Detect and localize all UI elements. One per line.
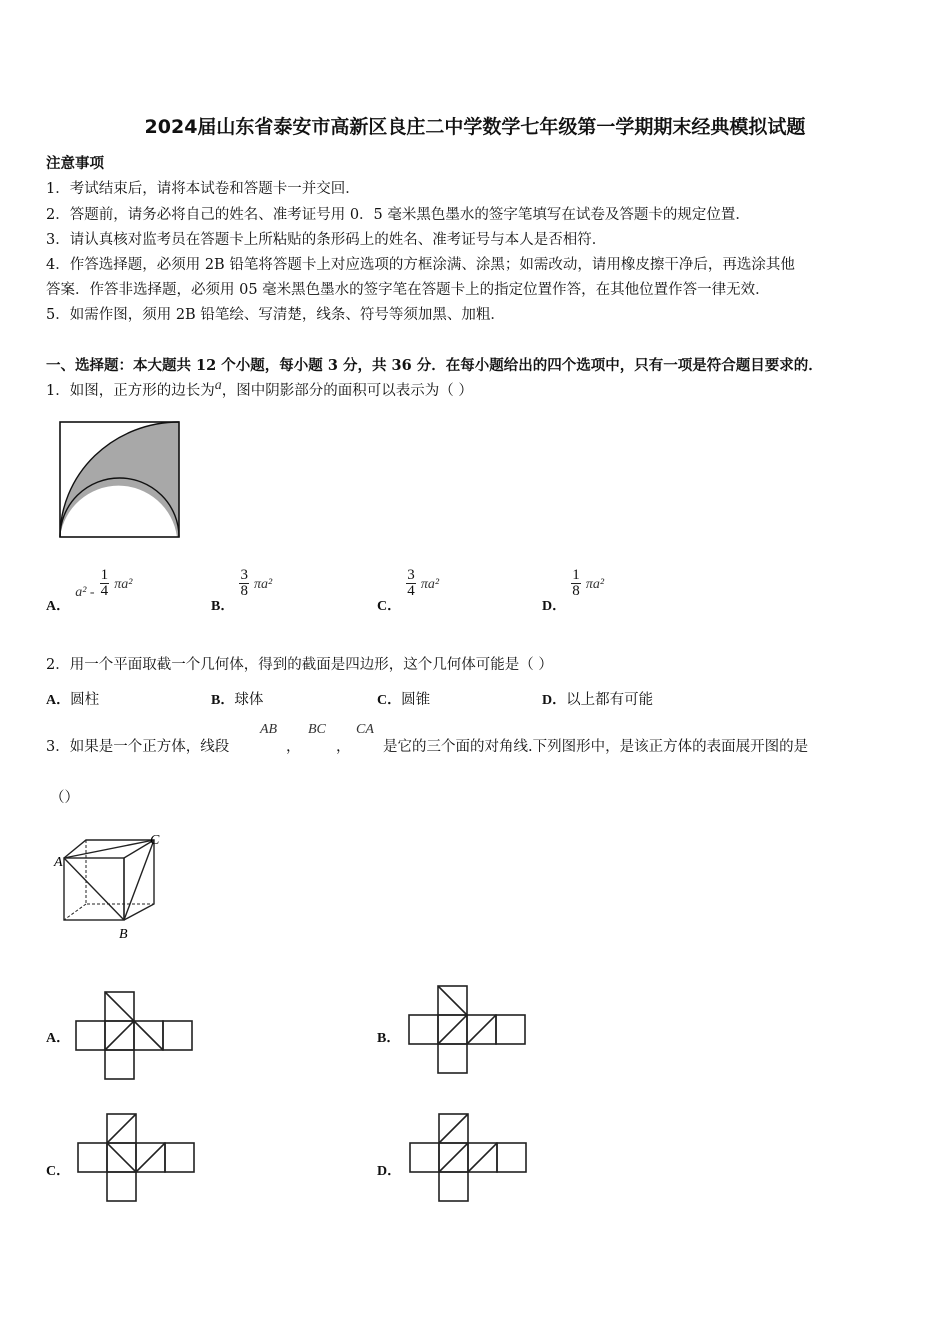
notice-item: 4．作答选择题，必须用 2B 铅笔将答题卡上对应选项的方框涂满、涂黑；如需改动，请用橡皮擦干净后，再选涂其他 [46,257,795,273]
q1-square-figure [58,420,182,540]
option-label: B． [211,599,235,614]
q3-cube-figure [46,828,176,946]
option-label: D． [542,599,567,614]
q3-option-a-net[interactable] [74,988,196,1084]
option-label: A． [46,599,71,614]
option-fraction: $\frac{3}{4}$ [407,567,415,599]
q3-option-b-net[interactable] [407,982,529,1078]
segment-bc: BC [308,722,326,737]
q1-option-a[interactable] [46,567,133,614]
q3-comma: ， [286,739,301,755]
segment-ca: CA [356,722,374,737]
q3-option-b-label[interactable]: B． [377,1031,401,1046]
page-title: 2024届山东省泰安市高新区良庄二中学数学七年级第一学期期末经典模拟试题 [144,116,806,138]
q2-option-b[interactable]: B．球体 [211,692,264,708]
option-post: πa² [114,577,133,592]
q3-option-c-net[interactable] [76,1110,198,1206]
segment-ab: AB [260,722,278,737]
q1-prefix: 1．如图，正方形的边长为 [46,382,215,399]
q3-option-d-label[interactable]: D． [377,1164,402,1179]
q1-option-c[interactable] [377,567,440,614]
q3-option-c-label[interactable]: C． [46,1164,71,1179]
q2-option-c[interactable]: C．圆锥 [377,692,431,708]
q3-paren: （） [50,790,79,806]
svg-text:A: A [54,855,63,870]
option-post: πa² [254,577,273,592]
notice-item: 3．请认真核对监考员在答题卡上所粘贴的条形码上的姓名、准考证号与本人是否相符． [46,232,607,248]
question-2-stem: 2．用一个平面取截一个几何体，得到的截面是四边形，这个几何体可能是（ ） [46,657,553,673]
option-fraction: $\frac{1}{4}$ [100,567,109,599]
q1-suffix: ，图中阴影部分的面积可以表示为（ ） [221,382,473,399]
q3-comma: ， [336,739,351,755]
notice-item: 5．如需作图，须用 2B 铅笔绘、写清楚，线条、符号等须加黑、加粗． [46,307,505,323]
question-3-stem-suffix: 是它的三个面的对角线.下列图形中，是该正方体的表面展开图的是 [383,739,809,755]
question-3-stem-prefix: 3．如果是一个正方体，线段 [46,739,230,755]
q3-option-a-label[interactable]: A． [46,1031,71,1046]
notice-item: 答案．作答非选择题，必须用 05 毫米黑色墨水的签字笔在答题卡上的指定位置作答，在其他位置作答一律无效． [46,282,770,298]
option-fraction: $\frac{3}{8}$ [240,567,248,599]
q1-option-d[interactable] [542,567,605,614]
option-post: πa² [420,577,440,592]
question-1-stem [46,378,473,400]
notice-item: 2．答题前，请务必将自己的姓名、准考证号用 0．5 毫米黑色墨水的签字笔填写在试卷及答题卡的规定位置． [46,207,750,223]
q2-option-a[interactable]: A．圆柱 [46,692,100,708]
svg-text:C: C [150,833,160,848]
option-fraction: $\frac{1}{8}$ [572,567,580,599]
q3-option-d-net[interactable] [408,1110,530,1206]
q1-var: a [214,378,222,393]
section-heading: 一、选择题：本大题共 12 个小题，每小题 3 分，共 36 分．在每小题给出的四个选项中，只有一项是符合题目要求的． [46,357,823,374]
option-post: πa² [585,577,605,592]
option-pre: a² - [75,585,95,600]
svg-text:B: B [119,927,128,942]
q2-option-d[interactable]: D．以上都有可能 [542,692,654,708]
q1-option-b[interactable] [211,567,273,614]
notice-heading: 注意事项 [46,155,104,172]
notice-item: 1．考试结束后，请将本试卷和答题卡一并交回． [46,181,360,197]
option-label: C． [377,599,402,614]
